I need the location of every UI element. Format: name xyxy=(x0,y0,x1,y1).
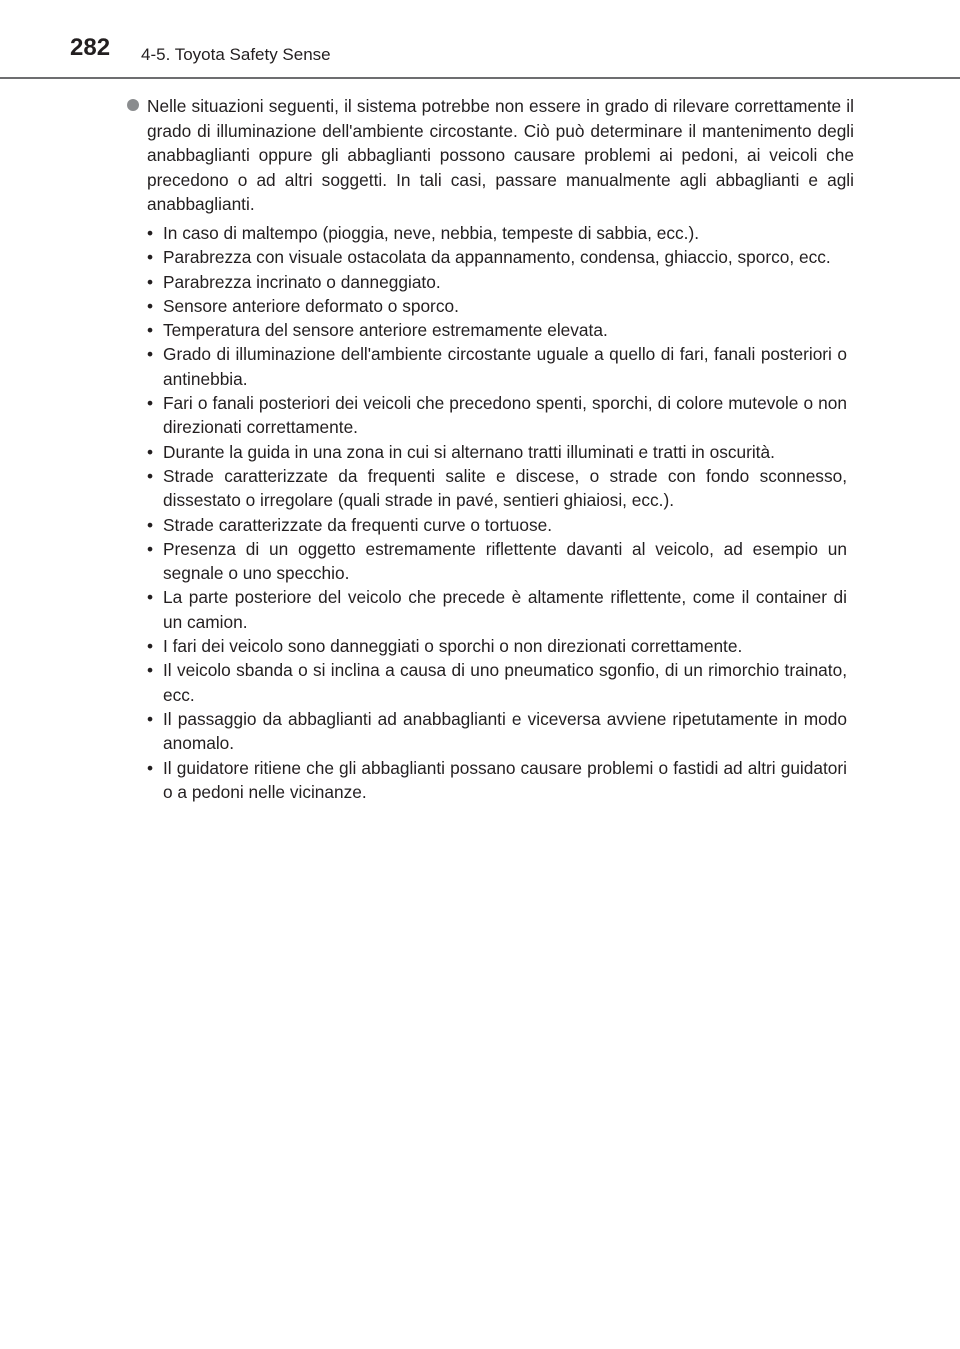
bullet-dot-icon: • xyxy=(147,320,154,341)
list-item-text: Il veicolo sbanda o si inclina a causa di uno pneumatico sgonfio, di un rimorchio trainato, ecc. xyxy=(163,660,847,705)
list-item xyxy=(147,440,847,464)
list-item-text: Fari o fanali posteriori dei veicoli che precedono spenti, sporchi, di colore mutevole o non direzionati correttamente. xyxy=(163,393,847,438)
bullet-dot-icon: • xyxy=(147,344,154,365)
list-item xyxy=(147,245,847,269)
list-item xyxy=(147,270,847,294)
list-item xyxy=(147,464,847,513)
bullet-dot-icon: • xyxy=(147,393,154,414)
list-item xyxy=(147,513,847,537)
list-item xyxy=(147,634,847,658)
gray-circle-bullet-icon xyxy=(127,99,139,111)
list-item xyxy=(147,707,847,756)
page-number: 282 xyxy=(70,34,111,61)
intro-text: Nelle situazioni seguenti, il sistema potrebbe non essere in grado di rilevare correttamente il grado di illuminazione dell'ambiente circostante. Ciò può determinare il mantenimento degli anabbaglianti oppure gli abbaglianti possono causare problemi ai pedoni, ai veicoli che precedono o ad altri soggetti. In tali casi, passare manualmente agli abbaglianti e agli anabbaglianti. xyxy=(147,96,854,215)
bullet-dot-icon: • xyxy=(147,757,154,778)
list-item-text: Il guidatore ritiene che gli abbaglianti possano causare problemi o fastidi ad altri guidatori o a pedoni nelle vicinanze. xyxy=(163,757,847,802)
bullet-dot-icon: • xyxy=(147,708,154,729)
section-title: 4-5. Toyota Safety Sense xyxy=(141,45,331,64)
list-item xyxy=(147,318,847,342)
list-item xyxy=(147,294,847,318)
bullet-dot-icon: • xyxy=(147,514,154,535)
list-item xyxy=(147,658,847,707)
list-item xyxy=(147,585,847,634)
list-item-text: Presenza di un oggetto estremamente riflettente davanti al veicolo, ad esempio un segnale o uno specchio. xyxy=(163,538,847,584)
header-divider xyxy=(0,77,960,79)
bullet-dot-icon: • xyxy=(147,441,154,462)
list-item-text: Il passaggio da abbaglianti ad anabbaglianti e viceversa avviene ripetutamente in modo anomalo. xyxy=(163,708,847,754)
list-item xyxy=(147,342,847,391)
list-item-text: Strade caratterizzate da frequenti salite e discese, o strade con fondo sconnesso, dissestato o irregolare (quali strade in pavé, sentieri ghiaiosi, ecc.). xyxy=(163,465,847,511)
list-item-text: Temperatura del sensore anteriore estremamente elevata. xyxy=(163,320,608,341)
list-item-text: Parabrezza con visuale ostacolata da appannamento, condensa, ghiaccio, sporco, ecc. xyxy=(163,247,831,268)
page-header xyxy=(0,0,960,80)
bullet-dot-icon: • xyxy=(147,271,154,292)
list-item-text: Parabrezza incrinato o danneggiato. xyxy=(163,271,441,292)
bullet-dot-icon: • xyxy=(147,247,154,268)
list-item-text: Durante la guida in una zona in cui si alternano tratti illuminati e tratti in oscurità. xyxy=(163,441,775,462)
list-item xyxy=(147,756,847,805)
list-item-text: La parte posteriore del veicolo che precede è altamente riflettente, come il container di un camion. xyxy=(163,587,847,632)
list-item-text: Grado di illuminazione dell'ambiente circostante uguale a quello di fari, fanali posteriori o antinebbia. xyxy=(163,344,847,389)
bullet-dot-icon: • xyxy=(147,636,154,657)
intro-paragraph xyxy=(127,94,854,217)
list-item xyxy=(147,391,847,440)
conditions-list xyxy=(147,221,847,804)
bullet-dot-icon: • xyxy=(147,538,154,559)
bullet-dot-icon: • xyxy=(147,223,154,243)
list-item-text: Sensore anteriore deformato o sporco. xyxy=(163,295,459,316)
list-item-text: I fari dei veicolo sono danneggiati o sporchi o non direzionati correttamente. xyxy=(163,636,743,657)
bullet-dot-icon: • xyxy=(147,465,154,486)
list-item xyxy=(147,221,847,245)
bullet-dot-icon: • xyxy=(147,587,154,608)
list-item xyxy=(147,537,847,586)
bullet-dot-icon: • xyxy=(147,295,154,316)
list-item-text: Strade caratterizzate da frequenti curve o tortuose. xyxy=(163,514,553,535)
bullet-dot-icon: • xyxy=(147,660,154,681)
list-item-text: In caso di maltempo (pioggia, neve, nebbia, tempeste di sabbia, ecc.). xyxy=(163,223,700,243)
